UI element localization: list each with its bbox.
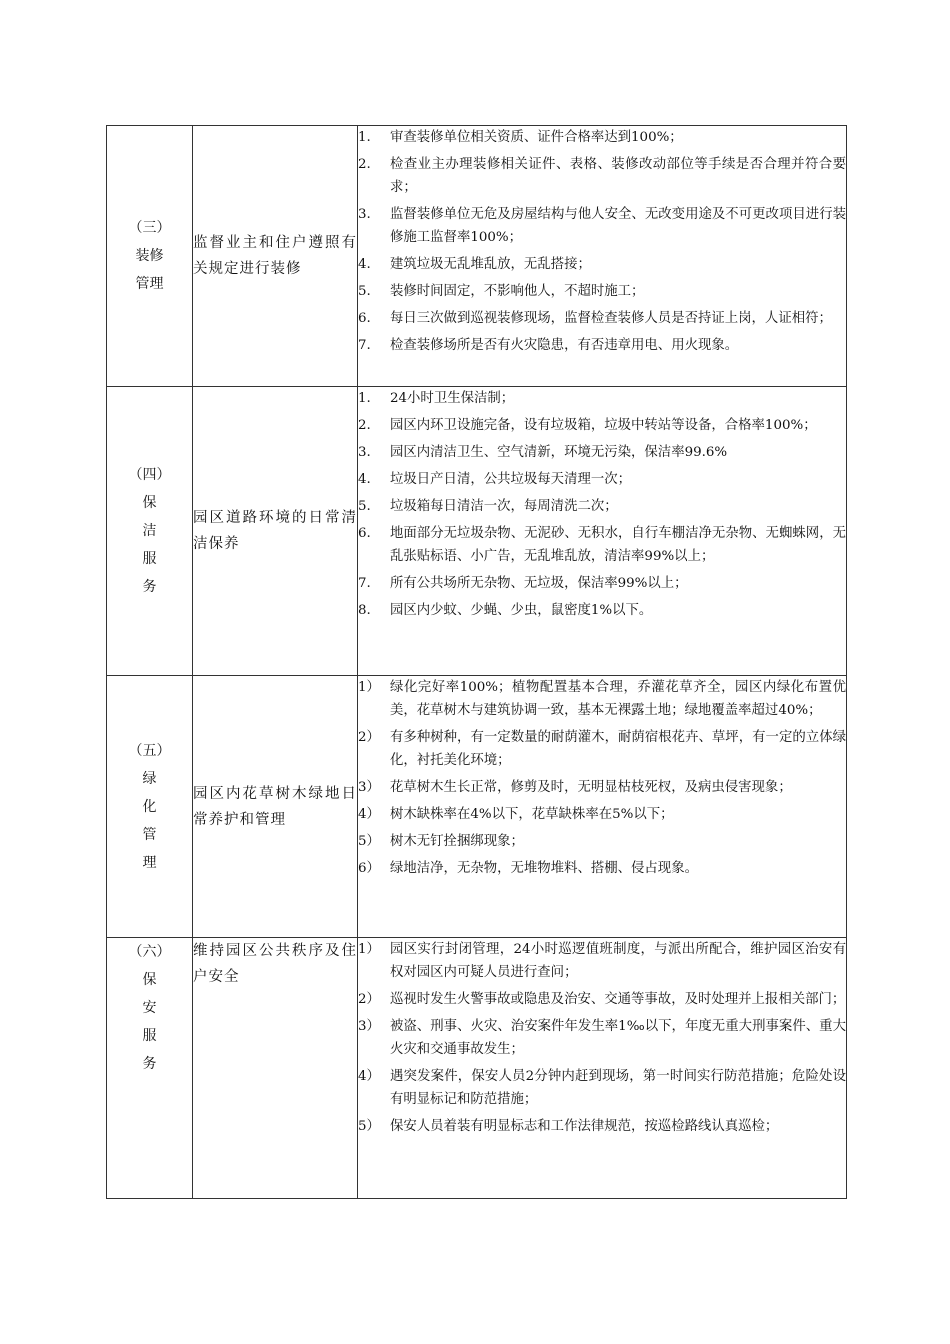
item-number: 3. <box>358 445 371 460</box>
item-number: 1） <box>358 942 380 957</box>
item-text: 树木无钉拴捆绑现象； <box>390 834 524 849</box>
category-number: （六） <box>128 944 171 960</box>
category-char: 理 <box>142 854 157 871</box>
item-text: 绿化完好率100%；植物配置基本合理，乔灌花草齐全，园区内绿化布置优美，花草树木与建筑协调一致，基本无裸露土地；绿地覆盖率超过40%； <box>390 680 846 718</box>
category-char: 务 <box>142 1056 157 1072</box>
list-item <box>358 203 846 249</box>
item-number: 6） <box>358 861 380 876</box>
table-row <box>107 126 847 387</box>
service-standards-table <box>106 125 847 1199</box>
item-number: 8. <box>358 603 371 618</box>
table-row <box>107 676 847 938</box>
item-number: 5） <box>358 1119 380 1134</box>
category-char: 保 <box>142 972 157 988</box>
category-char: 服 <box>142 1028 157 1044</box>
item-text: 巡视时发生火警事故或隐患及治安、交通等事故，及时处理并上报相关部门； <box>390 992 846 1007</box>
item-number: 2） <box>358 730 380 745</box>
table-row <box>107 387 847 676</box>
item-number: 5. <box>358 284 371 299</box>
standards-cell <box>358 126 847 387</box>
item-text: 树木缺株率在4%以下，花草缺株率在5%以下； <box>390 807 674 822</box>
item-number: 7. <box>358 338 371 353</box>
standards-cell <box>358 387 847 676</box>
list-item <box>358 599 846 622</box>
item-number: 6. <box>358 526 371 541</box>
item-text: 园区内少蚊、少蝇、少虫，鼠密度1%以下。 <box>390 603 653 618</box>
content-cell: 园区内花草树木绿地日常养护和管理 <box>193 676 358 938</box>
item-text: 遇突发案件，保安人员2分钟内赶到现场，第一时间实行防范措施；危险处设有明显标记和防范措施； <box>390 1069 846 1107</box>
category-char: 化 <box>142 798 157 815</box>
list-item <box>358 307 846 330</box>
category-char: 保 <box>142 495 157 511</box>
item-number: 7. <box>358 576 371 591</box>
category-char: 绿 <box>142 770 157 787</box>
category-number: （三） <box>128 220 171 236</box>
list-item <box>358 830 846 853</box>
item-text: 24小时卫生保洁制； <box>390 391 515 406</box>
item-text: 审查装修单位相关资质、证件合格率达到100%； <box>390 130 683 145</box>
category-char: 装修 <box>135 248 164 264</box>
list-item <box>358 495 846 518</box>
item-text: 地面部分无垃圾杂物、无泥砂、无积水，自行车棚洁净无杂物、无蜘蛛网，无乱张贴标语、小广告，无乱堆乱放，清洁率99%以上； <box>390 526 846 564</box>
list-item <box>358 1015 846 1061</box>
item-text: 垃圾箱每日清洁一次，每周清洗二次； <box>390 499 618 514</box>
category-char: 务 <box>142 579 157 595</box>
list-item <box>358 441 846 464</box>
list-item <box>358 126 846 149</box>
list-item <box>358 153 846 199</box>
item-text: 园区内清洁卫生、空气清新，环境无污染，保洁率99.6% <box>390 445 728 460</box>
item-number: 1. <box>358 130 371 145</box>
category-number: （五） <box>128 742 171 759</box>
list-item <box>358 776 846 799</box>
item-text: 垃圾日产日清，公共垃圾每天清理一次； <box>390 472 632 487</box>
list-item <box>358 938 846 984</box>
item-text: 监督装修单位无危及房屋结构与他人安全、无改变用途及不可更改项目进行装修施工监督率100%； <box>390 207 846 245</box>
list-item <box>358 988 846 1011</box>
item-text: 装修时间固定，不影响他人，不超时施工； <box>390 284 645 299</box>
item-number: 1. <box>358 391 371 406</box>
list-item <box>358 522 846 568</box>
item-number: 3） <box>358 780 380 795</box>
list-item <box>358 414 846 437</box>
list-item <box>358 253 846 276</box>
category-char: 管理 <box>135 276 164 292</box>
item-text: 有多种树种，有一定数量的耐荫灌木，耐荫宿根花卉、草坪，有一定的立体绿化，衬托美化环境； <box>390 730 846 768</box>
list-item <box>358 334 846 357</box>
content-cell: 维持园区公共秩序及住户安全 <box>193 938 358 1199</box>
list-item <box>358 857 846 880</box>
category-char: 管 <box>142 826 157 843</box>
item-number: 5） <box>358 834 380 849</box>
list-item <box>358 1065 846 1111</box>
list-item <box>358 387 846 410</box>
item-text: 被盗、刑事、火灾、治安案件年发生率1‰以下，年度无重大刑事案件、重大火灾和交通事故发生； <box>390 1019 846 1057</box>
list-item <box>358 803 846 826</box>
list-item <box>358 280 846 303</box>
item-text: 园区内环卫设施完备，设有垃圾箱，垃圾中转站等设备，合格率100%； <box>390 418 817 433</box>
item-number: 5. <box>358 499 371 514</box>
list-item <box>358 726 846 772</box>
item-number: 4. <box>358 472 371 487</box>
item-text: 保安人员着装有明显标志和工作法律规范，按巡检路线认真巡检； <box>390 1119 779 1134</box>
item-text: 所有公共场所无杂物、无垃圾，保洁率99%以上； <box>390 576 688 591</box>
list-item <box>358 1115 846 1138</box>
content-cell: 监督业主和住户遵照有关规定进行装修 <box>193 126 358 387</box>
item-number: 2） <box>358 992 380 1007</box>
category-cell <box>107 676 193 938</box>
item-number: 6. <box>358 311 371 326</box>
item-text: 园区实行封闭管理，24小时巡逻值班制度，与派出所配合，维护园区治安有权对园区内可疑人员进行查问； <box>390 942 846 980</box>
standards-cell <box>358 938 847 1199</box>
category-char: 洁 <box>142 523 157 539</box>
item-text: 绿地洁净，无杂物，无堆物堆料、搭棚、侵占现象。 <box>390 861 698 876</box>
item-number: 4. <box>358 257 371 272</box>
standards-cell <box>358 676 847 938</box>
item-text: 花草树木生长正常，修剪及时，无明显枯枝死杈，及病虫侵害现象； <box>390 780 792 795</box>
category-char: 安 <box>142 1000 157 1016</box>
list-item <box>358 676 846 722</box>
list-item <box>358 468 846 491</box>
category-number: （四） <box>128 467 171 483</box>
item-number: 3. <box>358 207 371 222</box>
item-text: 建筑垃圾无乱堆乱放，无乱搭接； <box>390 257 591 272</box>
item-number: 1） <box>358 680 380 695</box>
category-cell <box>107 938 193 1199</box>
item-text: 每日三次做到巡视装修现场，监督检查装修人员是否持证上岗，人证相符； <box>390 311 832 326</box>
item-number: 3） <box>358 1019 380 1034</box>
content-cell: 园区道路环境的日常清洁保养 <box>193 387 358 676</box>
item-number: 2. <box>358 418 371 433</box>
item-text: 检查装修场所是否有火灾隐患，有否违章用电、用火现象。 <box>390 338 739 353</box>
item-number: 4） <box>358 807 380 822</box>
table-row <box>107 938 847 1199</box>
item-number: 2. <box>358 157 371 172</box>
category-char: 服 <box>142 551 157 567</box>
category-cell <box>107 126 193 387</box>
category-cell <box>107 387 193 676</box>
item-number: 4） <box>358 1069 380 1084</box>
list-item <box>358 572 846 595</box>
item-text: 检查业主办理装修相关证件、表格、装修改动部位等手续是否合理并符合要求； <box>390 157 846 195</box>
